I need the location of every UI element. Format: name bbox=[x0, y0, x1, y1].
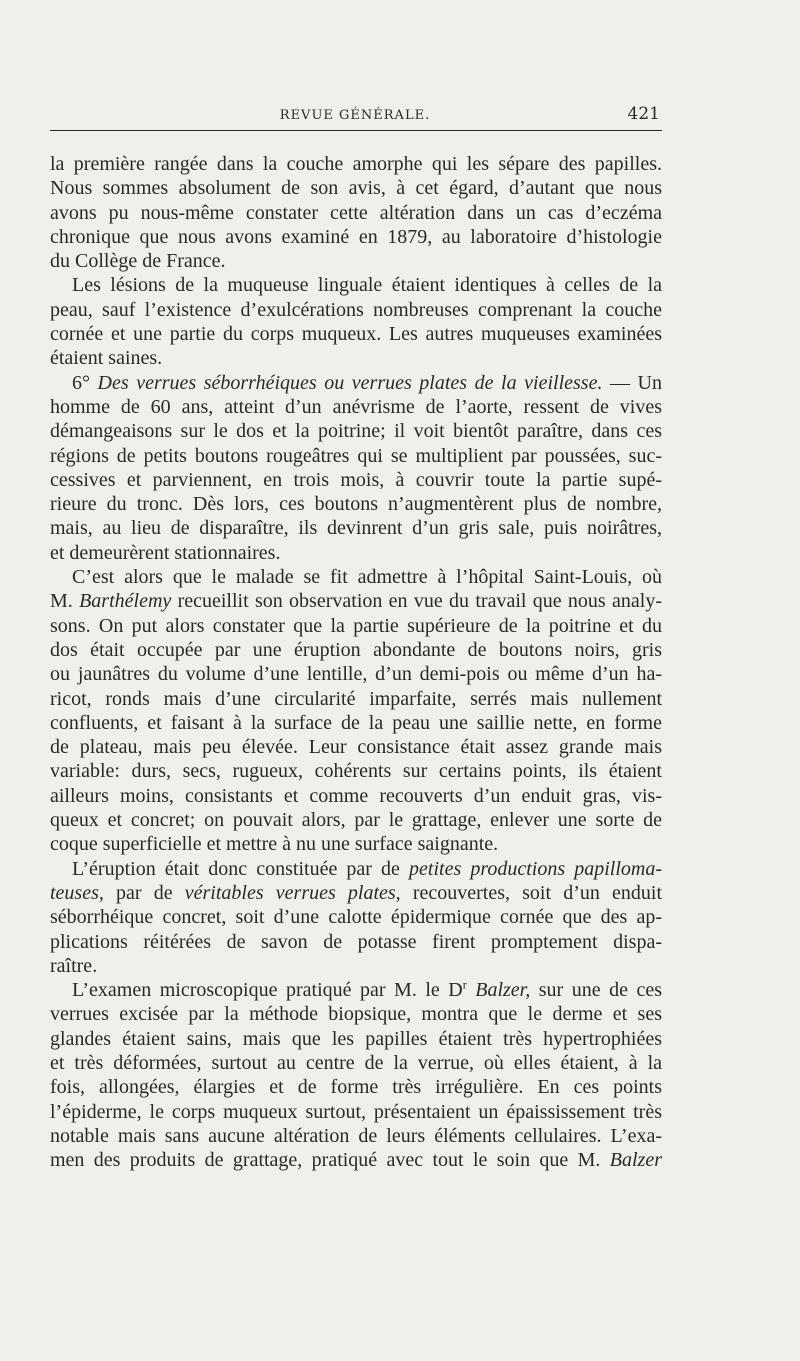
paragraph bbox=[50, 371, 662, 565]
text-line: l’épiderme, le corps muqueux surtout, présentaient un épaississement très bbox=[50, 1100, 662, 1123]
text-line: la première rangée dans la couche amorphe qui les sépare des papilles. bbox=[50, 153, 662, 175]
text-line: C’est alors que le malade se fit admettre à l’hôpital Saint-Louis, où bbox=[72, 566, 662, 589]
text-line: ricot, ronds mais d’une circularité imparfaite, serrés mais nullement bbox=[50, 687, 662, 710]
text-line: étaient saines. bbox=[50, 347, 163, 370]
text-line: confluents, et faisant à la surface de la peau une saillie nette, en forme bbox=[50, 711, 662, 734]
body-text bbox=[50, 152, 662, 1172]
text-line: cornée et une partie du corps muqueux. Les autres muqueuses examinées bbox=[50, 323, 662, 346]
text-line: chronique que nous avons examiné en 1879, au laboratoire d’histologie bbox=[50, 225, 662, 248]
paragraph bbox=[50, 857, 662, 978]
text-line: ou jaunâtres du volume d’une lentille, d’un demi-pois ou même d’un ha- bbox=[50, 663, 662, 686]
text-line: glandes étaient sains, mais que les papilles étaient très hypertrophiées bbox=[50, 1027, 662, 1050]
text-line: 6° Des verrues séborrhéiques ou verrues plates de la vieillesse. — Un bbox=[72, 371, 662, 394]
page-number: 421 bbox=[627, 104, 660, 124]
text-line: sons. On put alors constater que la partie supérieure de la poitrine et du bbox=[50, 614, 662, 637]
paragraph bbox=[50, 152, 662, 273]
text-line: fois, allongées, élargies et de forme très irrégulière. En ces points bbox=[50, 1076, 662, 1099]
text-line: peau, sauf l’existence d’exulcérations nombreuses comprenant la couche bbox=[50, 298, 662, 321]
text-line: et demeurèrent stationnaires. bbox=[50, 541, 281, 564]
text-line: avons pu nous-même constater cette altération dans un cas d’eczéma bbox=[50, 201, 662, 224]
text-line: ailleurs moins, consistants et comme recouverts d’un enduit gras, vis- bbox=[50, 784, 662, 807]
paragraph bbox=[50, 565, 662, 857]
text-line: et très déformées, surtout au centre de la verrue, où elles étaient, à la bbox=[50, 1051, 662, 1074]
text-line: M. Barthélemy recueillit son observation en vue du travail que nous analy- bbox=[50, 590, 662, 613]
paragraph bbox=[50, 978, 662, 1172]
text-line: men des produits de grattage, pratiqué avec tout le soin que M. Balzer bbox=[50, 1149, 662, 1172]
text-line: teuses, par de véritables verrues plates, recouvertes, soit d’un enduit bbox=[50, 881, 662, 904]
paragraph bbox=[50, 273, 662, 370]
text-line: Les lésions de la muqueuse linguale étaient identiques à celles de la bbox=[72, 274, 662, 297]
text-line: L’éruption était donc constituée par de petites productions papilloma- bbox=[72, 857, 663, 880]
text-line: notable mais sans aucune altération de leurs éléments cellulaires. L’exa- bbox=[50, 1124, 662, 1147]
running-header bbox=[50, 100, 660, 128]
text-line: verrues excisée par la méthode biopsique, montra que le derme et ses bbox=[50, 1003, 662, 1026]
text-line: rieure du tronc. Dès lors, ces boutons n’augmentèrent plus de nombre, bbox=[50, 493, 662, 516]
text-line: du Collège de France. bbox=[50, 250, 226, 273]
text-line: variable: durs, secs, rugueux, cohérents sur certains points, ils étaient bbox=[50, 760, 662, 783]
text-line: plications réitérées de savon de potasse firent promptement dispa- bbox=[50, 930, 662, 953]
text-line: régions de petits boutons rougeâtres qui se multiplient par poussées, suc- bbox=[50, 444, 662, 467]
text-line: homme de 60 ans, atteint d’un anévrisme de l’aorte, ressent de vives bbox=[50, 395, 662, 418]
header-rule bbox=[50, 130, 662, 131]
text-line: Nous sommes absolument de son avis, à cet égard, d’autant que nous bbox=[50, 177, 662, 200]
running-title: REVUE GÉNÉRALE. bbox=[279, 108, 431, 123]
text-line: dos était occupée par une éruption abondante de boutons noirs, gris bbox=[50, 638, 662, 661]
text-line: raître. bbox=[50, 954, 98, 977]
text-line: queux et concret; on pouvait alors, par le grattage, enlever une sorte de bbox=[50, 809, 662, 832]
text-line: L’examen microscopique pratiqué par M. le $D^r$ Balzer, sur une de ces bbox=[72, 977, 663, 1002]
text-line: mais, au lieu de disparaître, ils devinrent d’un gris sale, puis noirâtres, bbox=[50, 517, 662, 540]
text-line: démangeaisons sur le dos et la poitrine; il voit bientôt paraître, dans ces bbox=[50, 420, 662, 443]
text-line: cessives et parviennent, en trois mois, à couvrir toute la partie supé- bbox=[50, 468, 662, 491]
text-line: coque superficielle et mettre à nu une surface saignante. bbox=[50, 833, 499, 856]
text-line: séborrhéique concret, soit d’une calotte épidermique cornée que des ap- bbox=[50, 906, 662, 929]
text-line: de plateau, mais peu élevée. Leur consistance était assez grande mais bbox=[50, 736, 662, 759]
